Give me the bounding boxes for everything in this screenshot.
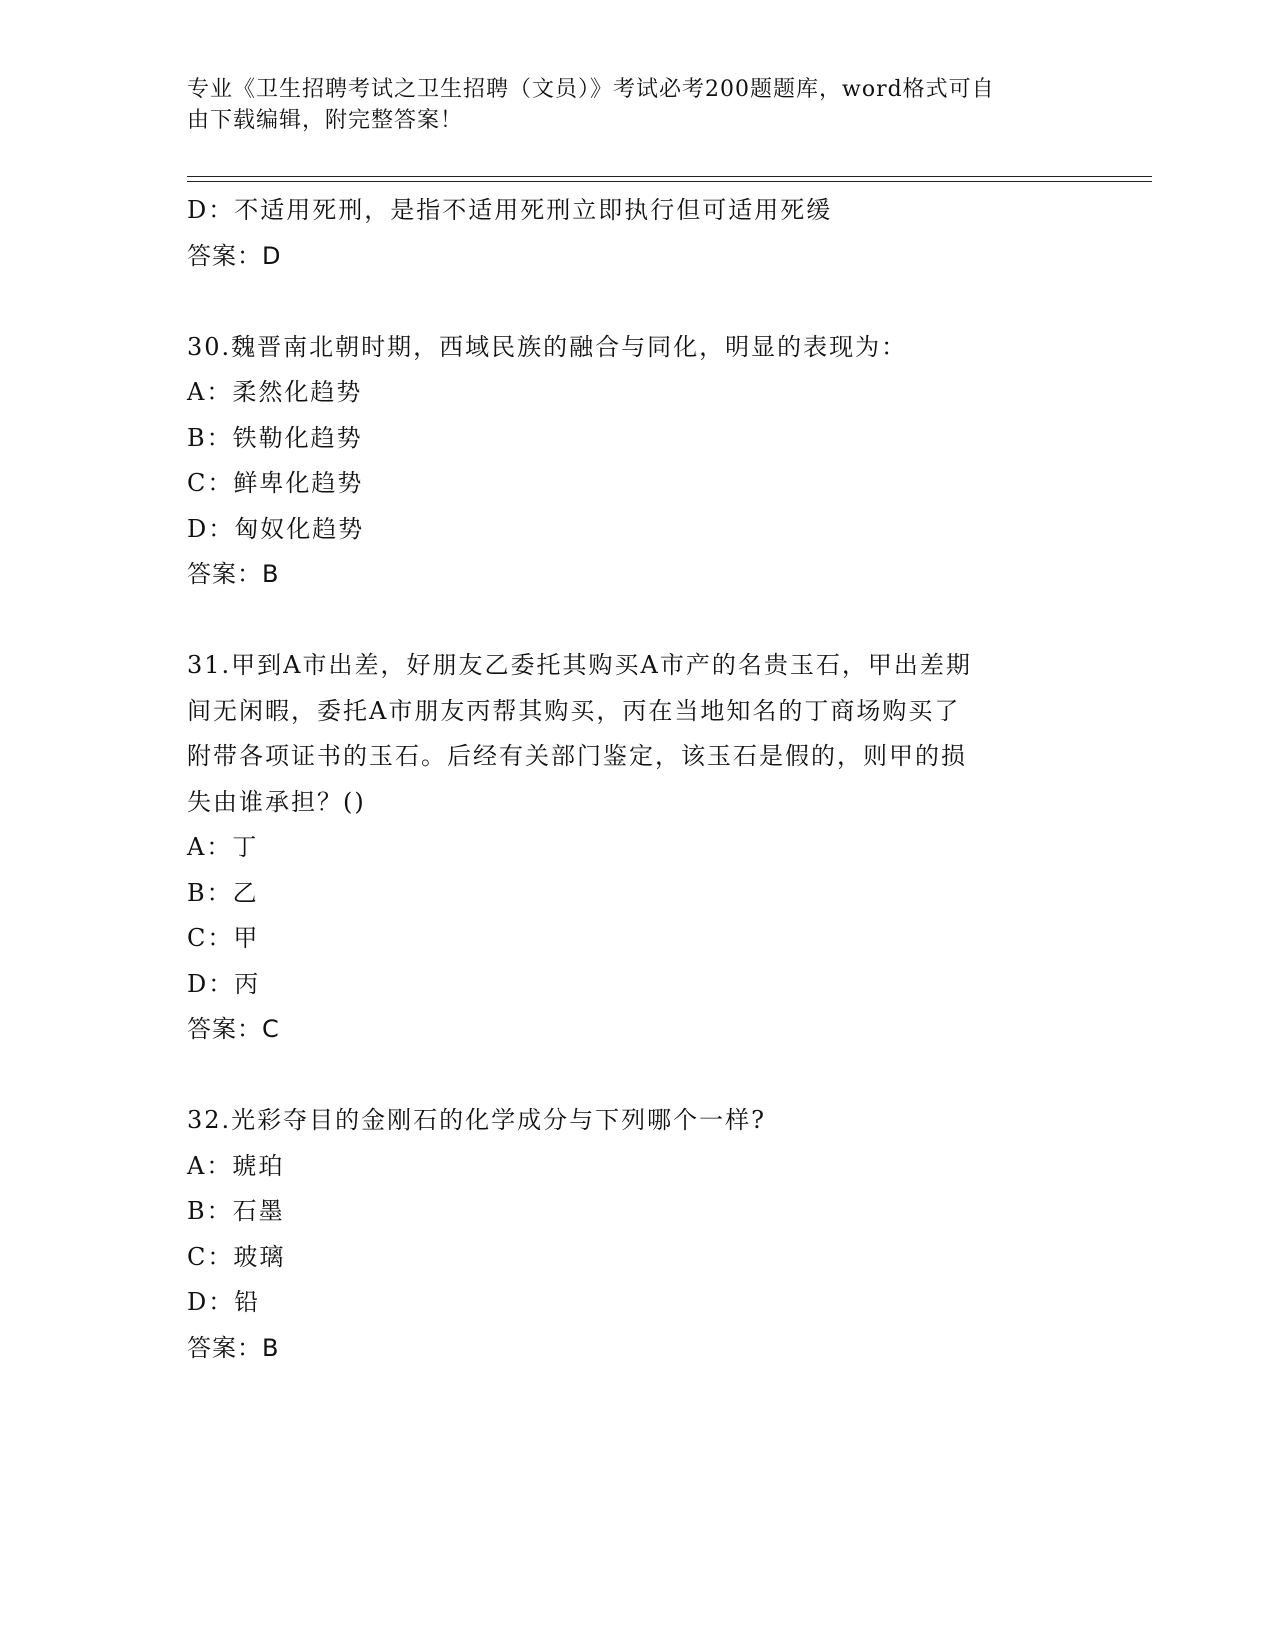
header-divider-bottom — [187, 181, 1152, 182]
question-stem: 32.光彩夺目的金刚石的化学成分与下列哪个一样? — [187, 1106, 767, 1134]
document-header — [187, 74, 1067, 136]
option-a: A：琥珀 — [187, 1151, 285, 1180]
option-d: D：铅 — [187, 1288, 261, 1316]
option-c: C：鲜卑化趋势 — [187, 469, 364, 497]
answer-line: 答案：B — [187, 1333, 280, 1362]
question-stem-line-1: 31.甲到A市出差，好朋友乙委托其购买A市产的名贵玉石，甲出差期 — [187, 651, 972, 679]
previous-question-tail — [187, 188, 1087, 279]
option-b: B：乙 — [187, 878, 259, 907]
question-list — [187, 188, 1087, 1371]
option-c: C：甲 — [187, 924, 260, 952]
header-line-2: 由下载编辑，附完整答案！ — [187, 108, 464, 133]
option-d: D：丙 — [187, 969, 261, 998]
answer-line: 答案：B — [187, 560, 280, 588]
option-d: D：匈奴化趋势 — [187, 514, 365, 543]
question-stem-line-2: 间无闲暇，委托A市朋友丙帮其购买，丙在当地知名的丁商场购买了 — [187, 696, 961, 725]
answer-line: 答案：C — [187, 1015, 280, 1043]
spacer — [187, 598, 1087, 644]
spacer — [187, 1053, 1087, 1099]
question-stem-line-4: 失由谁承担？() — [187, 787, 366, 816]
option-b: B：铁勒化趋势 — [187, 423, 363, 452]
header-line-1: 专业《卫生招聘考试之卫生招聘（文员）》考试必考200题题库，word格式可自 — [187, 77, 995, 102]
question-32 — [187, 1098, 1087, 1371]
spacer — [187, 279, 1087, 325]
option-d: D：不适用死刑，是指不适用死刑立即执行但可适用死缓 — [187, 196, 833, 224]
option-b: B：石墨 — [187, 1197, 285, 1225]
question-stem: 30.魏晋南北朝时期，西域民族的融合与同化，明显的表现为： — [187, 332, 908, 361]
option-a: A：丁 — [187, 833, 259, 861]
answer-line: 答案：D — [187, 241, 282, 270]
option-a: A：柔然化趋势 — [187, 378, 363, 406]
question-stem-line-3: 附带各项证书的玉石。后经有关部门鉴定，该玉石是假的，则甲的损 — [187, 742, 967, 770]
question-30 — [187, 325, 1087, 598]
question-31 — [187, 643, 1087, 1053]
option-c: C：玻璃 — [187, 1242, 286, 1271]
header-divider-top — [187, 176, 1152, 177]
